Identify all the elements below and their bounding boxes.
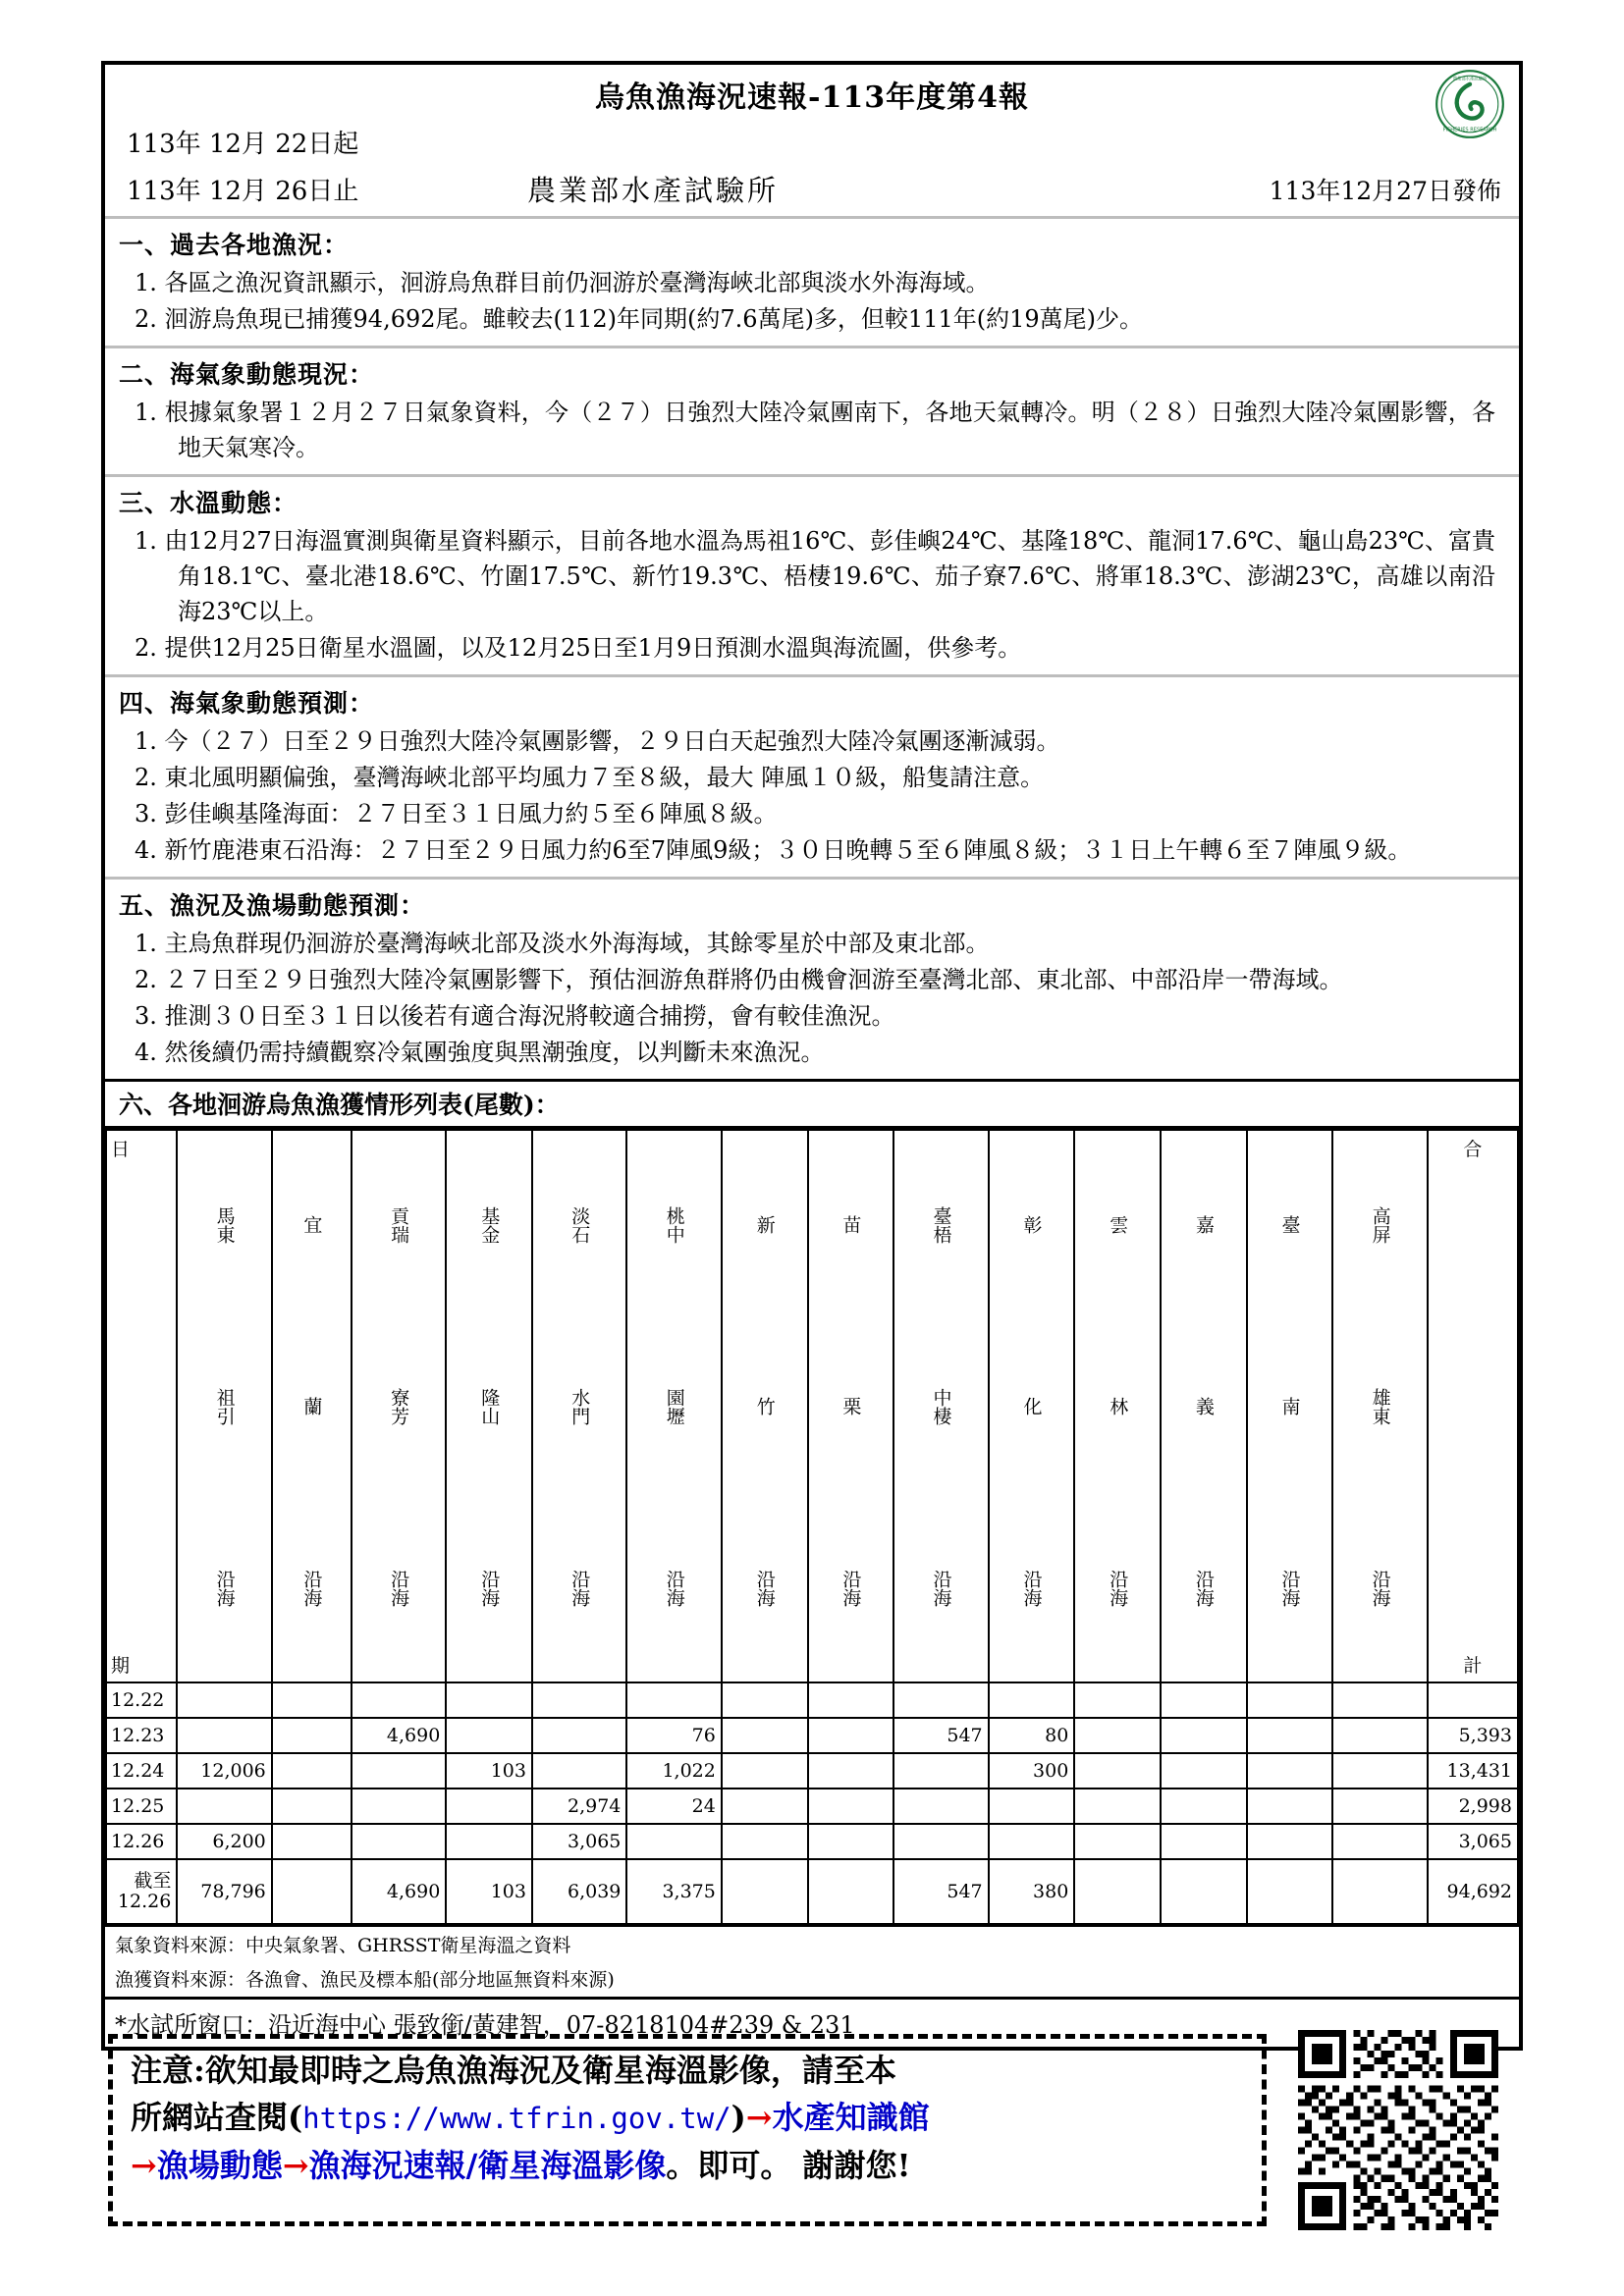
notice-suffix: 。即可。 謝謝您! — [666, 2146, 911, 2184]
total-cell — [1247, 1859, 1333, 1924]
date-from-row — [105, 122, 1519, 169]
section-items — [105, 523, 1519, 668]
list-item: 1. 各區之漁況資訊顯示，洄游烏魚群目前仍洄游於臺灣海峽北部與淡水外海海域。 — [135, 269, 990, 296]
section-items — [105, 926, 1519, 1073]
section-heading: 一、過去各地漁況： — [119, 231, 350, 259]
col-header-date — [106, 1130, 177, 1682]
total-cell — [1332, 1859, 1427, 1924]
cell — [808, 1682, 894, 1718]
col-header-hsinchu: 新 竹 沿海 — [722, 1130, 808, 1682]
total-cell: 4,690 — [352, 1859, 446, 1924]
table-title: 六、各地洄游烏魚漁獲情形列表(尾數)： — [105, 1079, 1519, 1129]
cell — [1161, 1789, 1247, 1824]
cell — [1074, 1718, 1161, 1753]
section-water-temperature — [105, 477, 1519, 674]
cell: 80 — [989, 1718, 1075, 1753]
section-weather-forecast — [105, 677, 1519, 877]
notice-line-1: 注意:欲知最即時之烏魚漁海況及衛星海溫影像，請至本 — [131, 2052, 896, 2089]
col-header-yilan: 宜 蘭 沿海 — [272, 1130, 352, 1682]
row-date: 12.23 — [106, 1718, 177, 1753]
cell — [1247, 1718, 1333, 1753]
notice-box — [108, 2034, 1267, 2226]
cell — [1247, 1753, 1333, 1789]
cell — [626, 1682, 721, 1718]
list-item: 1. 主烏魚群現仍洄游於臺灣海峽北部及淡水外海海域，其餘零星於中部及東北部。 — [135, 930, 990, 957]
cell — [177, 1682, 271, 1718]
table-total-row — [106, 1859, 1518, 1924]
cell — [352, 1789, 446, 1824]
col-header-total: 合 計 — [1428, 1130, 1518, 1682]
section-fishery-forecast — [105, 880, 1519, 1079]
cell: 3,065 — [1428, 1824, 1518, 1859]
cell — [446, 1718, 532, 1753]
cell — [893, 1824, 988, 1859]
cell: 76 — [626, 1718, 721, 1753]
cell — [446, 1824, 532, 1859]
notice-line-3 — [131, 2144, 1262, 2188]
row-date: 12.26 — [106, 1824, 177, 1859]
section-items — [105, 265, 1519, 340]
cell: 4,690 — [352, 1718, 446, 1753]
row-date: 12.24 — [106, 1753, 177, 1789]
cell — [352, 1682, 446, 1718]
total-cell: 380 — [989, 1859, 1075, 1924]
col-header-gongliao-ruifang: 貢瑞 寮芳 沿海 — [352, 1130, 446, 1682]
cell — [352, 1753, 446, 1789]
section-heading: 三、水溫動態： — [119, 489, 298, 517]
list-item: 3. 彭佳嶼基隆海面：２７日至３１日風力約５至６陣風８級。 — [135, 800, 778, 828]
date-to-row — [105, 169, 1519, 216]
cell — [722, 1753, 808, 1789]
cell: 2,974 — [532, 1789, 626, 1824]
cell: 3,065 — [532, 1824, 626, 1859]
total-cell: 6,039 — [532, 1859, 626, 1924]
total-cell — [1074, 1859, 1161, 1924]
cell — [1332, 1824, 1427, 1859]
cell — [177, 1718, 271, 1753]
cell — [722, 1824, 808, 1859]
title-row — [105, 65, 1519, 133]
cell — [1161, 1718, 1247, 1753]
col-header-miaoli: 苗 栗 沿海 — [808, 1130, 894, 1682]
col-header-matsu-dongyin: 馬東 祖引 沿海 — [177, 1130, 271, 1682]
publish-date: 113年12月27日發佈 — [1269, 177, 1501, 205]
cell — [989, 1789, 1075, 1824]
cell — [1332, 1718, 1427, 1753]
date-from: 113年 12月 22日起 — [127, 130, 359, 159]
row-date: 12.25 — [106, 1789, 177, 1824]
cell: 6,200 — [177, 1824, 271, 1859]
cell — [272, 1824, 352, 1859]
contact-line: *水試所窗口：沿近海中心 張致銜/黃建智，07-8218104#239 & 231 — [105, 1997, 1519, 2047]
list-item: 3. 推測３０日至３１日以後若有適合海況將較適合捕撈，會有較佳漁況。 — [135, 1002, 895, 1030]
col-header-kaohsiung-pingtung: 高屏 雄東 沿海 — [1332, 1130, 1427, 1682]
cell: 300 — [989, 1753, 1075, 1789]
cell — [272, 1682, 352, 1718]
list-item: 1. 根據氣象署１２月２７日氣象資料，今（２７）日強烈大陸冷氣團南下，各地天氣轉冷。明（２８）日強烈大陸冷氣團影響，各地天氣寒冷。 — [135, 399, 1495, 461]
cell — [1074, 1824, 1161, 1859]
cell — [1161, 1753, 1247, 1789]
catch-data-source: 漁獲資料來源：各漁會、漁民及標本船(部分地區無資料來源) — [115, 1969, 615, 1991]
cell: 12,006 — [177, 1753, 271, 1789]
cell — [352, 1824, 446, 1859]
arrow-icon: → — [131, 2146, 157, 2184]
list-item: 2. 洄游烏魚現已捕獲94,692尾。雖較去(112)年同期(約7.6萬尾)多，但較111年(約19萬尾)少。 — [135, 305, 1144, 333]
list-item: 1. 今（２７）日至２９日強烈大陸冷氣團影響，２９日白天起強烈大陸冷氣團逐漸減弱。 — [135, 727, 1060, 755]
cell — [1247, 1682, 1333, 1718]
col-header-changhua: 彰 化 沿海 — [989, 1130, 1075, 1682]
cell: 547 — [893, 1718, 988, 1753]
cell — [272, 1753, 352, 1789]
cell — [808, 1718, 894, 1753]
arrow-icon: → — [282, 2146, 309, 2184]
section-heading: 五、漁況及漁場動態預測： — [119, 891, 426, 920]
cell — [272, 1718, 352, 1753]
cell — [893, 1682, 988, 1718]
cell — [722, 1682, 808, 1718]
total-cell: 103 — [446, 1859, 532, 1924]
table-row — [106, 1789, 1518, 1824]
report-header — [105, 65, 1519, 216]
total-row-label: 截至 12.26 — [106, 1859, 177, 1924]
notice-menu-2: 漁場動態 — [156, 2146, 283, 2184]
section-heading: 二、海氣象動態現況： — [119, 360, 375, 389]
cell: 24 — [626, 1789, 721, 1824]
cell — [1428, 1682, 1518, 1718]
cell — [1332, 1789, 1427, 1824]
catch-table — [105, 1129, 1519, 1925]
svg-text:農業部水產試驗所: 農業部水產試驗所 — [1452, 77, 1488, 82]
notice-paren: ) — [731, 2099, 746, 2137]
cell — [808, 1753, 894, 1789]
col-header-keelung-jinshan: 基金 隆山 沿海 — [446, 1130, 532, 1682]
cell — [1161, 1682, 1247, 1718]
cell — [722, 1718, 808, 1753]
total-cell: 547 — [893, 1859, 988, 1924]
total-cell — [808, 1859, 894, 1924]
section-heading: 四、海氣象動態預測： — [119, 689, 375, 718]
cell — [1074, 1789, 1161, 1824]
cell — [532, 1682, 626, 1718]
col-header-yunlin: 雲 林 沿海 — [1074, 1130, 1161, 1682]
cell — [177, 1789, 271, 1824]
section-current-weather — [105, 348, 1519, 474]
cell — [446, 1682, 532, 1718]
notice-menu-1: 水產知識館 — [772, 2099, 930, 2137]
total-cell: 3,375 — [626, 1859, 721, 1924]
cell — [893, 1789, 988, 1824]
total-cell — [1161, 1859, 1247, 1924]
cell — [1074, 1753, 1161, 1789]
table-row — [106, 1824, 1518, 1859]
qr-code-icon — [1298, 2030, 1498, 2230]
cell — [1332, 1682, 1427, 1718]
cell — [989, 1824, 1075, 1859]
list-item: 2. 東北風明顯偏強，臺灣海峽北部平均風力７至８級，最大 陣風１０級，船隻請注意。 — [135, 764, 1045, 791]
col-header-taichung-wuqi: 臺梧 中棲 沿海 — [893, 1130, 988, 1682]
notice-menu-3: 漁海況速報/衛星海溫影像 — [308, 2146, 667, 2184]
list-item: 2. 提供12月25日衛星水溫圖，以及12月25日至1月9日預測水溫與海流圖，供參考。 — [135, 634, 1022, 662]
total-cell: 78,796 — [177, 1859, 271, 1924]
total-cell — [272, 1859, 352, 1924]
col-header-chiayi: 嘉 義 沿海 — [1161, 1130, 1247, 1682]
organization-name: 農業部水產試驗所 — [527, 174, 780, 207]
cell — [989, 1682, 1075, 1718]
cell — [1332, 1753, 1427, 1789]
table-row — [106, 1718, 1518, 1753]
notice-line-2 — [131, 2096, 1262, 2140]
cell — [272, 1789, 352, 1824]
cell — [1161, 1824, 1247, 1859]
table-row — [106, 1753, 1518, 1789]
cell — [532, 1718, 626, 1753]
cell: 103 — [446, 1753, 532, 1789]
section-items — [105, 723, 1519, 871]
col-header-top: 日 — [111, 1139, 131, 1160]
cell — [808, 1824, 894, 1859]
page-title: 烏魚漁海況速報-113年度第4報 — [595, 80, 1029, 115]
list-item: 4. 然後續仍需持續觀察冷氣團強度與黑潮強度，以判斷未來漁況。 — [135, 1039, 825, 1066]
cell — [808, 1789, 894, 1824]
row-date: 12.22 — [106, 1682, 177, 1718]
section-items — [105, 395, 1519, 468]
cell: 13,431 — [1428, 1753, 1518, 1789]
weather-data-source: 氣象資料來源：中央氣象署、GHRSST衛星海溫之資料 — [105, 1925, 1519, 1961]
total-cell — [722, 1859, 808, 1924]
list-item: 1. 由12月27日海溫實測與衛星資料顯示，目前各地水溫為馬祖16℃、彭佳嶼24℃、基隆18℃、龍洞17.6℃、龜山島23℃、富貴角18.1℃、臺北港18.6℃、竹圍17.5℃、新竹19.3℃、梧棲19.6℃、茄子寮7.6℃、將軍18.3℃、澎湖23℃，高雄以南沿海23℃以上。 — [135, 527, 1495, 625]
col-header-tamsui-shimen: 淡石 水門 沿海 — [532, 1130, 626, 1682]
cell — [1074, 1682, 1161, 1718]
website-link[interactable]: https://www.tfrin.gov.tw/ — [302, 2102, 731, 2136]
list-item: 2. ２７日至２９日強烈大陸冷氣團影響下，預估洄游魚群將仍由機會洄游至臺灣北部、東北部、中部沿岸一帶海域。 — [135, 966, 1343, 993]
cell: 5,393 — [1428, 1718, 1518, 1753]
arrow-icon: → — [745, 2099, 773, 2137]
cell — [1247, 1824, 1333, 1859]
cell — [1247, 1789, 1333, 1824]
cell — [446, 1789, 532, 1824]
cell — [626, 1824, 721, 1859]
cell — [722, 1789, 808, 1824]
cell — [893, 1753, 988, 1789]
cell — [532, 1753, 626, 1789]
date-to: 113年 12月 26日止 — [127, 177, 359, 206]
table-row — [106, 1682, 1518, 1718]
list-item: 4. 新竹鹿港東石沿海：２７日至２９日風力約6至7陣風9級；３０日晚轉５至６陣風８級；３１日上午轉６至７陣風９級。 — [135, 836, 1412, 864]
col-header-tainan: 臺 南 沿海 — [1247, 1130, 1333, 1682]
notice-prefix: 所網站查閱( — [131, 2099, 303, 2137]
section-past-fishery — [105, 219, 1519, 346]
cell: 2,998 — [1428, 1789, 1518, 1824]
col-header-taoyuan-zhongli: 桃中 園壢 沿海 — [626, 1130, 721, 1682]
cell: 1,022 — [626, 1753, 721, 1789]
col-header-bottom: 期 — [111, 1655, 131, 1677]
report-box — [101, 61, 1523, 2051]
total-cell: 94,692 — [1428, 1859, 1518, 1924]
svg-text:FISHERIES RESEARCH: FISHERIES RESEARCH — [1442, 127, 1497, 133]
table-header-row — [106, 1130, 1518, 1682]
